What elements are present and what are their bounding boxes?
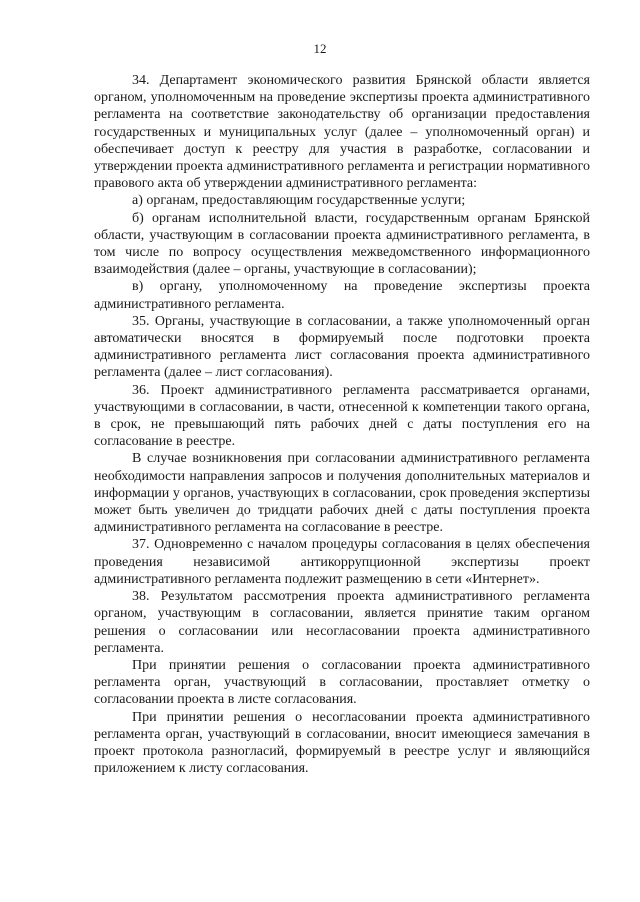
paragraph-37: 37. Одновременно с началом процедуры согласования в целях обеспечения проведения независимой антикоррупционной экспертизы проект административного регламента подлежит размещению в сети «Интернет». (94, 537, 590, 587)
paragraph-34-item-a: а) органам, предоставляющим государственные услуги; (132, 193, 466, 209)
page-number: 12 (313, 41, 327, 56)
paragraph-35: 35. Органы, участвующие в согласовании, а также уполномоченный орган автоматически вносятся в формируемый после подготовки проекта административного регламента лист согласования проекта административного регламента (далее – лист согласования). (94, 313, 590, 381)
paragraph-38-approval: При принятии решения о согласовании проекта административного регламента орган, участвующий в согласовании, проставляет отметку о согласовании проекта в листе согласования. (94, 657, 590, 708)
paragraph-38-disapproval: При принятии решения о несогласовании проекта административного регламента орган, участвующий в согласовании, вносит имеющиеся замечания в проект протокола разногласий, формируемый в реестре услуг и являющийся приложением к листу согласования. (94, 709, 590, 777)
paragraph-36-continuation: В случае возникновения при согласовании административного регламента необходимости направления запросов и получения дополнительных материалов и информации у органов, участвующих в согласовании, срок проведения экспертизы может быть увеличен до тридцати рабочих дней с даты поступления проекта административного регламента на согласование в реестре. (94, 451, 590, 536)
paragraph-34: 34. Департамент экономического развития Брянской области является органом, уполномоченным на проведение экспертизы проекта административного регламента на соответствие законодательству об организации предоставления государственных и муниципальных услуг (далее – уполномоченный орган) и обеспечивает доступ к реестру для участия в разработке, согласовании и утверждении проекта административного регламента и регистрации нормативного правового акта об утверждении административного регламента: (94, 73, 590, 192)
paragraph-34-item-c: в) органу, уполномоченному на проведение экспертизы проекта административного регламента. (94, 279, 590, 312)
document-body (94, 72, 590, 777)
paragraph-38: 38. Результатом рассмотрения проекта административного регламента органом, участвующим в согласовании, является принятие таким органом решения о согласовании или несогласовании проекта административного регламента. (94, 589, 590, 656)
paragraph-34-item-b: б) органам исполнительной власти, государственным органам Брянской области, участвующим в согласовании проекта административного регламента, в том числе по вопросу осуществления межведомственного информационного взаимодействия (далее – органы, участвующие в согласовании); (94, 210, 590, 278)
paragraph-36: 36. Проект административного регламента рассматривается органами, участвующими в согласовании, в части, отнесенной к компетенции такого органа, в срок, не превышающий пять рабочих дней с даты поступления его на согласование в реестре. (94, 382, 590, 450)
